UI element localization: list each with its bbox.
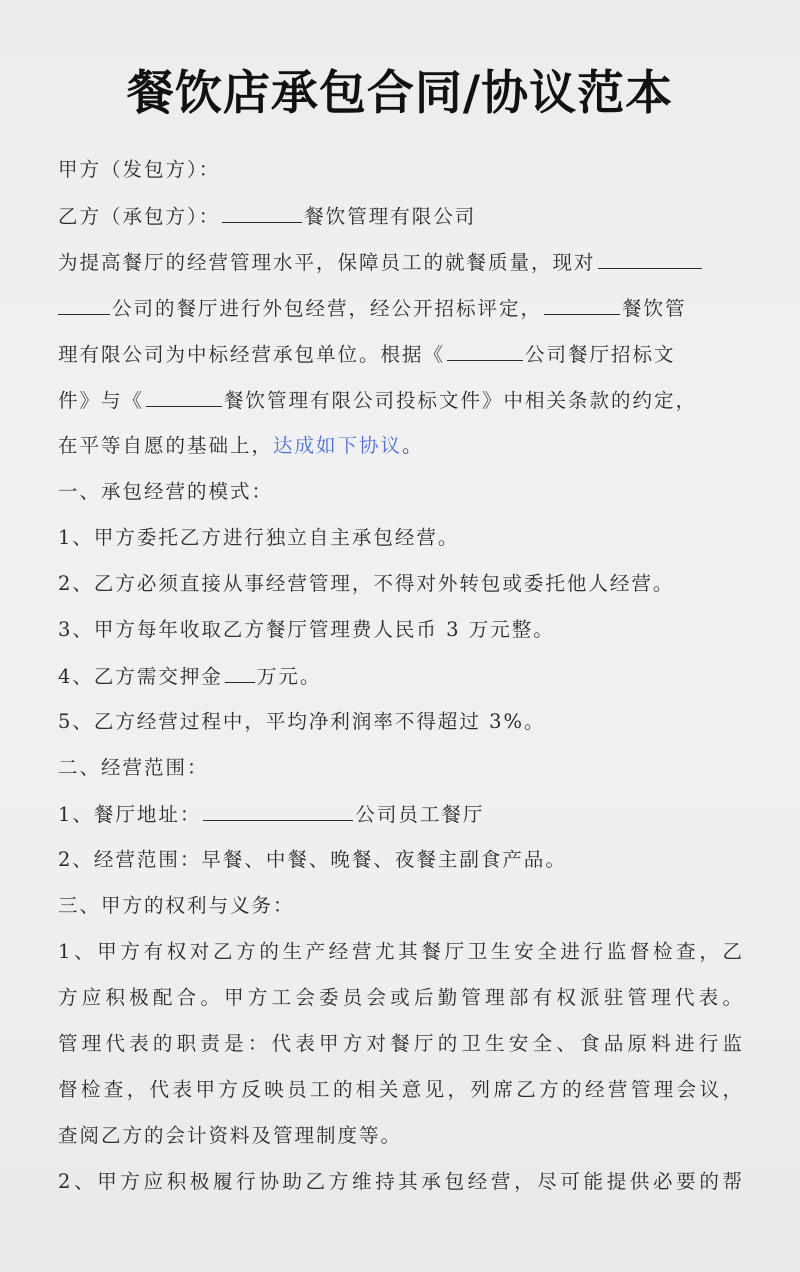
party-b-line	[58, 204, 476, 228]
intro-text: 餐饮管理有限公司投标文件》中相关条款的约定，	[224, 389, 698, 412]
section-3-line-2: 方应积极配合。甲方工会委员会或后勤管理部有权派驻管理代表。	[58, 986, 742, 1009]
agreement-link[interactable]: 达成如下协议	[273, 434, 403, 457]
blank-field	[598, 250, 702, 269]
intro-line-5	[58, 434, 424, 458]
intro-text: 公司餐厅招标文	[525, 343, 676, 366]
section-1-item-5: 5、乙方经营过程中，平均净利润率不得超过 3%。	[58, 710, 546, 733]
section-1-item-4	[58, 664, 321, 688]
blank-field	[146, 388, 222, 407]
section-1-item-3: 3、甲方每年收取乙方餐厅管理费人民币 3 万元整。	[58, 618, 555, 641]
item-text: 公司员工餐厅	[355, 803, 485, 826]
blank-field	[222, 204, 302, 223]
intro-text: 理有限公司为中标经营承包单位。根据《	[58, 343, 446, 366]
section-1-item-1: 1、甲方委托乙方进行独立自主承包经营。	[58, 526, 460, 549]
section-3-line-6: 2、甲方应积极履行协助乙方维持其承包经营，尽可能提供必要的帮	[58, 1170, 742, 1193]
intro-text: 在平等自愿的基础上，	[58, 434, 274, 457]
intro-text: 公司的餐厅进行外包经营，经公开招标评定，	[112, 297, 543, 320]
section-2-item-1	[58, 802, 484, 826]
party-a-line	[58, 158, 220, 182]
section-3-line-5: 查阅乙方的会计资料及管理制度等。	[58, 1124, 403, 1147]
blank-field	[544, 296, 620, 315]
section-3-heading: 三、甲方的权利与义务：	[58, 894, 295, 917]
document-title: 餐饮店承包合同/协议范本	[126, 66, 674, 121]
party-a-label: 甲方（发包方）：	[58, 158, 221, 181]
intro-line-4	[58, 388, 697, 412]
intro-text: 为提高餐厅的经营管理水平，保障员工的就餐质量，现对	[58, 251, 596, 274]
intro-line-1	[58, 250, 704, 274]
item-text: 4、乙方需交押金	[58, 665, 223, 688]
section-2-item-2: 2、经营范围：早餐、中餐、晚餐、夜餐主副食产品。	[58, 848, 567, 871]
intro-line-3	[58, 342, 676, 366]
blank-field	[447, 342, 523, 361]
blank-field	[203, 802, 353, 821]
intro-text: 件》与《	[58, 389, 145, 412]
party-b-company: 餐饮管理有限公司	[304, 205, 477, 228]
section-3-line-3: 管理代表的职责是：代表甲方对餐厅的卫生安全、食品原料进行监	[58, 1032, 742, 1055]
intro-text: 餐饮管	[622, 297, 687, 320]
blank-field	[225, 664, 255, 683]
intro-text: 。	[402, 434, 424, 457]
section-1-heading: 一、承包经营的模式：	[58, 480, 274, 503]
intro-line-2	[58, 296, 687, 320]
item-text: 1、餐厅地址：	[58, 803, 202, 826]
item-text: 万元。	[256, 665, 322, 688]
section-3-line-4: 督检查，代表甲方反映员工的相关意见，列席乙方的经营管理会议，	[58, 1078, 742, 1101]
section-1-item-2: 2、乙方必须直接从事经营管理，不得对外转包或委托他人经营。	[58, 572, 675, 595]
party-b-label: 乙方（承包方）：	[58, 205, 221, 228]
section-3-line-1: 1、甲方有权对乙方的生产经营尤其餐厅卫生安全进行监督检查，乙	[58, 940, 742, 963]
section-2-heading: 二、经营范围：	[58, 756, 209, 779]
blank-field	[58, 296, 110, 315]
